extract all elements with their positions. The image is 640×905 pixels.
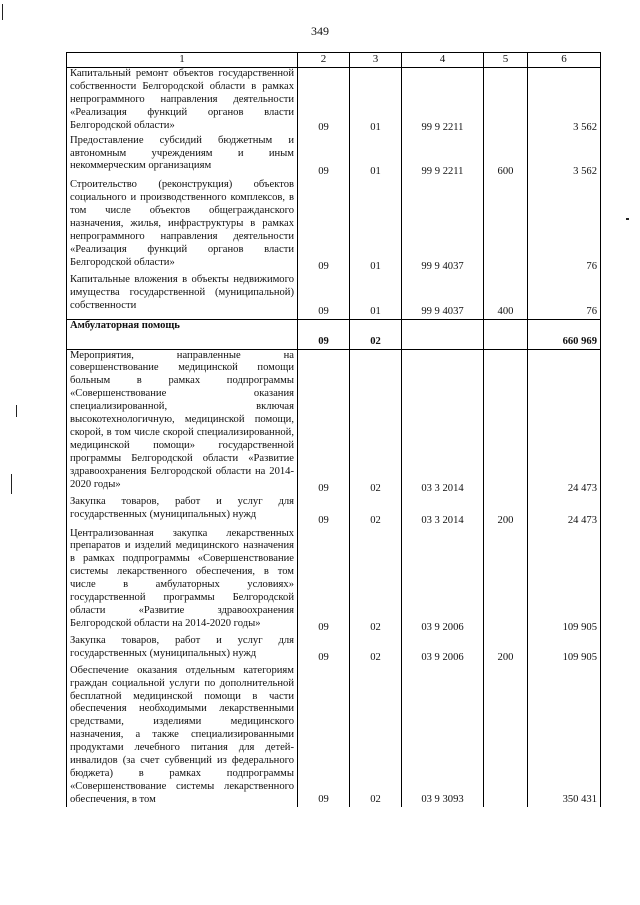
expense-type-code: 200 [484, 496, 528, 528]
table-row [67, 135, 601, 180]
row-description: Закупка товаров, работ и услуг для государственных (муниципальных) нужд [67, 635, 298, 665]
row-description: Обеспечение оказания отдельным категориям граждан социальной услуги по дополнительной бесплатной медицинской помощи в части обеспечения необходимыми лекарственными средствами, изделиями медицинского назначения, а также специализированными продуктами лечебного питания для детей-инвалидов (за счет субвенций из федерального бюджета) в рамках подпрограммы «Совершенствование системы лекарственного обеспечения, в том [67, 665, 298, 807]
section-code: 09 [298, 665, 350, 807]
subsection-code: 01 [350, 135, 402, 180]
amount: 660 969 [528, 319, 601, 349]
amount: 109 905 [528, 528, 601, 635]
amount: 24 473 [528, 496, 601, 528]
target-article-code: 99 9 4037 [402, 179, 484, 273]
target-article-code: 03 3 2014 [402, 496, 484, 528]
column-header: 3 [350, 53, 402, 68]
section-code: 09 [298, 319, 350, 349]
amount: 76 [528, 179, 601, 273]
target-article-code: 99 9 2211 [402, 135, 484, 180]
expense-type-code [484, 528, 528, 635]
row-description: Предоставление субсидий бюджетным и автономным учреждениям и иным некоммерческим организациям [67, 135, 298, 180]
target-article-code: 03 3 2014 [402, 349, 484, 496]
section-code: 09 [298, 135, 350, 180]
section-code: 09 [298, 528, 350, 635]
expense-type-code: 200 [484, 635, 528, 665]
table-row [67, 635, 601, 665]
expense-type-code [484, 349, 528, 496]
target-article-code: 99 9 2211 [402, 68, 484, 135]
page-number: 349 [311, 24, 329, 38]
expense-type-code: 600 [484, 135, 528, 180]
row-description: Централизованная закупка лекарственных препаратов и изделий медицинского назначения в рамках подпрограммы «Совершенствование системы лекарственного обеспечения, в том числе в амбулаторных условиях» государственной программы Белгородской области «Развитие здравоохранения Белгородской области на 2014-2020 годы» [67, 528, 298, 635]
row-description: Капитальные вложения в объекты недвижимого имущества государственной (муниципальной) собственности [67, 274, 298, 319]
row-description: Строительство (реконструкция) объектов социального и производственного комплексов, в том числе объектов общегражданского назначения, жилья, инфраструктуры в рамках непрограммного направления деятельности «Реализация функций органов власти Белгородской области» [67, 179, 298, 273]
expense-type-code: 400 [484, 274, 528, 319]
table-row [67, 349, 601, 496]
scan-edge-mark [16, 405, 17, 417]
amount: 109 905 [528, 635, 601, 665]
subsection-code: 02 [350, 665, 402, 807]
subsection-code: 02 [350, 319, 402, 349]
row-description: Закупка товаров, работ и услуг для государственных (муниципальных) нужд [67, 496, 298, 528]
expense-type-code [484, 319, 528, 349]
table-header-row [67, 53, 601, 68]
section-code: 09 [298, 68, 350, 135]
subsection-code: 02 [350, 528, 402, 635]
column-header: 4 [402, 53, 484, 68]
scan-edge-mark [626, 218, 629, 220]
section-code: 09 [298, 496, 350, 528]
column-header: 1 [67, 53, 298, 68]
subsection-code: 01 [350, 179, 402, 273]
table-row [67, 68, 601, 135]
row-description: Капитальный ремонт объектов государственной собственности Белгородской области в рамках непрограммного направления деятельности «Реализация функций органов власти Белгородской области» [67, 68, 298, 135]
subsection-code: 02 [350, 349, 402, 496]
scan-edge-mark [2, 4, 3, 20]
section-code: 09 [298, 274, 350, 319]
table-row [67, 496, 601, 528]
target-article-code: 03 9 2006 [402, 528, 484, 635]
section-code: 09 [298, 349, 350, 496]
target-article-code: 03 9 3093 [402, 665, 484, 807]
amount: 3 562 [528, 135, 601, 180]
table-row [67, 274, 601, 319]
scan-edge-mark [11, 474, 12, 494]
table-row [67, 528, 601, 635]
table-row [67, 665, 601, 807]
column-header: 6 [528, 53, 601, 68]
column-header: 2 [298, 53, 350, 68]
target-article-code [402, 319, 484, 349]
column-header: 5 [484, 53, 528, 68]
table-section-row [67, 319, 601, 349]
row-description: Мероприятия, направленные на совершенствование медицинской помощи больным в рамках подпрограммы «Совершенствование оказания специализированной, включая высокотехнологичную, медицинской помощи, скорой, в том числе скорой специализированной, медицинской помощи» государственной программы Белгородской области «Развитие здравоохранения Белгородской области на 2014-2020 годы» [67, 349, 298, 496]
expense-type-code [484, 179, 528, 273]
expense-type-code [484, 665, 528, 807]
section-code: 09 [298, 179, 350, 273]
section-code: 09 [298, 635, 350, 665]
subsection-code: 02 [350, 496, 402, 528]
amount: 24 473 [528, 349, 601, 496]
target-article-code: 03 9 2006 [402, 635, 484, 665]
budget-table [66, 52, 601, 807]
subsection-code: 01 [350, 68, 402, 135]
subsection-code: 02 [350, 635, 402, 665]
target-article-code: 99 9 4037 [402, 274, 484, 319]
amount: 350 431 [528, 665, 601, 807]
amount: 76 [528, 274, 601, 319]
subsection-code: 01 [350, 274, 402, 319]
row-description: Амбулаторная помощь [67, 319, 298, 349]
expense-type-code [484, 68, 528, 135]
amount: 3 562 [528, 68, 601, 135]
table-row [67, 179, 601, 273]
